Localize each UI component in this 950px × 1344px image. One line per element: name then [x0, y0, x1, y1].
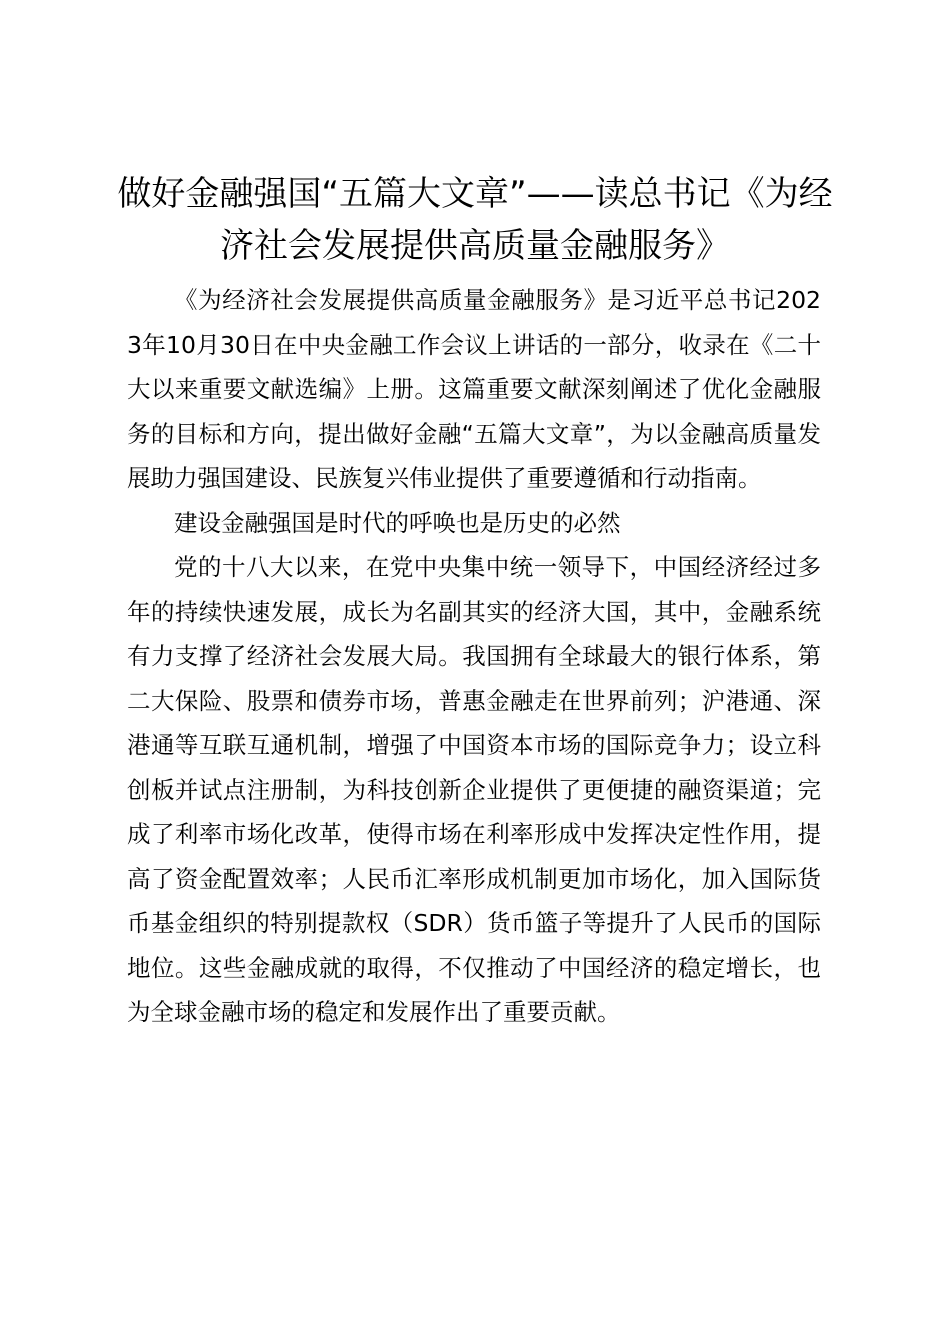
document-body	[127, 278, 821, 1035]
body-paragraph: 党的十八大以来，在党中央集中统一领导下，中国经济经过多年的持续快速发展，成长为名副其实的经济大国，其中，金融系统有力支撑了经济社会发展大局。我国拥有全球最大的银行体系，第二大保险、股票和债券市场，普惠金融走在世界前列；沪港通、深港通等互联互通机制，增强了中国资本市场的国际竞争力；设立科创板并试点注册制，为科技创新企业提供了更便捷的融资渠道；完成了利率市场化改革，使得市场在利率形成中发挥决定性作用，提高了资金配置效率；人民币汇率形成机制更加市场化，加入国际货币基金组织的特别提款权（SDR）货币篮子等提升了人民币的国际地位。这些金融成就的取得，不仅推动了中国经济的稳定增长，也为全球金融市场的稳定和发展作出了重要贡献。	[127, 553, 821, 1026]
document-title: 做好金融强国“五篇大文章”——读总书记《为经济社会发展提供高质量金融服务》	[117, 174, 833, 266]
section-heading: 建设金融强国是时代的呼唤也是历史的必然	[174, 508, 621, 537]
intro-paragraph: 《为经济社会发展提供高质量金融服务》是习近平总书记2023年10月30日在中央金融工作会议上讲话的一部分，收录在《二十大以来重要文献选编》上册。这篇重要文献深刻阐述了优化金融服务的目标和方向，提出做好金融“五篇大文章”，为以金融高质量发展助力强国建设、民族复兴伟业提供了重要遵循和行动指南。	[127, 286, 821, 492]
